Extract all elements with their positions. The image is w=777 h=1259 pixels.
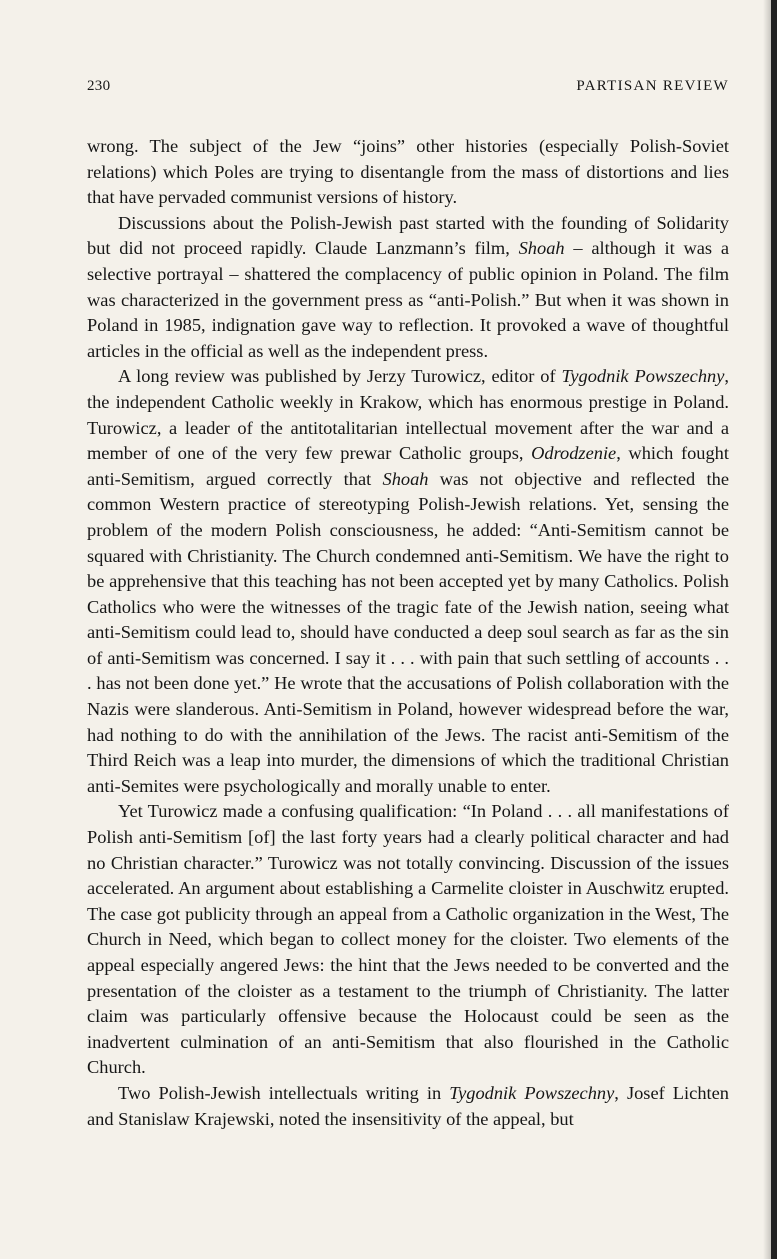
page-number: 230 [87, 78, 111, 94]
text-run: , Josef Lichten and Stanislaw Krajewski, noted the insensitivity of the appeal, but [87, 1082, 729, 1129]
running-head: PARTISAN REVIEW [576, 78, 729, 94]
italic-title: Odrodzenie [531, 443, 617, 464]
page-binding-edge [771, 0, 777, 1259]
text-run: – although it was a selective portrayal – shattered the complacency of public opinion in Poland. The film was characterized in the government press as “anti-Polish.” But when it was shown in Poland in 1985, indignation gave way to reflection. It provoked a wave of thoughtful articles in the official as well as the independent press. [87, 238, 729, 361]
text-run: , the independent Catholic weekly in Krakow, which has enormous prestige in Poland. Turowicz, a leader of the antitotalitarian intellectual movement after the war and a member of one of the very few prewar Catholic groups, [87, 366, 729, 464]
page-edge-shadow [763, 0, 771, 1259]
text-run: Yet Turowicz made a confusing qualification: “In Poland . . . all manifestations of Polish anti-Semitism [of] the last forty years had a clearly political character and had no Christian character.” Turowicz was not totally convincing. Discussion of the issues accelerated. An argument about establishing a Carmelite cloister in Auschwitz erupted. The case got publicity through an appeal from a Catholic organization in the West, The Church in Need, which began to collect money for the cloister. Two elements of the appeal especially angered Jews: the hint that the Jews needed to be converted and the presentation of the cloister as a testament to the triumph of Christianity. The latter claim was particularly offensive because the Holocaust could be seen as the inadvertent culmination of an anti-Semitism that also flourished in the Catholic Church. [87, 801, 729, 1078]
page-header [87, 78, 729, 95]
paragraph-1 [87, 134, 729, 211]
paragraph-3 [87, 364, 729, 799]
text-run: wrong. The subject of the Jew “joins” other histories (especially Polish-Soviet relations) which Poles are trying to disentangle from the mass of distortions and lies that have pervaded communist versions of history. [87, 136, 729, 208]
paragraph-2 [87, 211, 729, 365]
text-run: Discussions about the Polish-Jewish past started with the founding of Solidarity but did not proceed rapidly. Claude Lanzmann’s film, [87, 212, 729, 259]
paragraph-4 [87, 799, 729, 1081]
article-body [87, 134, 729, 1132]
text-run: A long review was published by Jerzy Turowicz, editor of [118, 366, 562, 387]
italic-title: Shoah [382, 468, 429, 489]
italic-title: Tygodnik Powszechny [561, 366, 725, 387]
text-run: was not objective and reflected the common Western practice of stereotyping Polish-Jewish relations. Yet, sensing the problem of the modern Polish consciousness, he added: “Anti-Semitism cannot be squared with Christianity. The Church condemned anti-Semitism. We have the right to be apprehensive that this teaching has not been accepted yet by many Catholics. Polish Catholics who were the witnesses of the tragic fate of the Jewish nation, seeing what anti-Semitism could lead to, should have conducted a deep soul search as far as the sin of anti-Semitism was concerned. I say it . . . with pain that such settling of accounts . . . has not been done yet.” He wrote that the accusations of Polish collaboration with the Nazis were slanderous. Anti-Semitism in Poland, however widespread before the war, had nothing to do with the annihilation of the Jews. The racist anti-Semitism of the Third Reich was a leap into murder, the dimensions of which the traditional Christian anti-Semites were psychologically and morally unable to enter. [87, 468, 729, 796]
paragraph-5 [87, 1081, 729, 1132]
text-run: Two Polish-Jewish intellectuals writing in [118, 1082, 450, 1103]
italic-title: Tygodnik Powszechny [449, 1082, 615, 1103]
text-run: , which fought anti-Semitism, argued correctly that [87, 443, 729, 489]
italic-title: Shoah [518, 238, 565, 259]
